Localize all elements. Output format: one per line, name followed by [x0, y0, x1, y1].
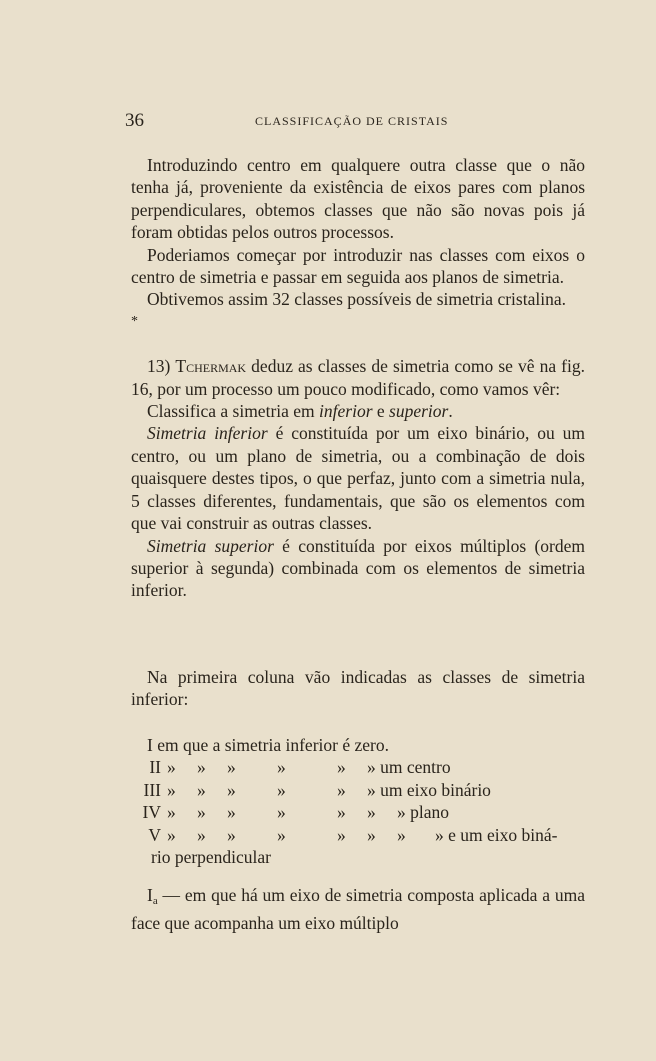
class-list-row-4: IV » » » » » » » plano [142, 802, 450, 823]
running-title: CLASSIFICAÇÃO DE CRISTAIS [255, 114, 449, 128]
paragraph-6: Simetria inferior é constituída por um eixo binário, ou um centro, ou um plano de simetria, ou a combinação de dois quaisquere destes tipos, o que perfaz, junto com a simetria nula, 5 classes diferentes, fundamentais, que são os elementos com que vai construir as outras classes. [131, 423, 585, 534]
author-name: Tchermak [175, 356, 247, 377]
class-list-row-2: II » » » » » » um centro [149, 757, 451, 778]
page-header [125, 110, 585, 134]
class-list-row-3: III » » » » » » um eixo binário [143, 779, 491, 800]
body-text [131, 154, 585, 602]
paragraph-7: Simetria superior é constituída por eixos múltiplos (ordem superior à segunda) combinada com os elementos de simetria inferior. [131, 535, 585, 601]
final-section [131, 884, 585, 935]
paragraph-3: Obtivemos assim 32 classes possíveis de simetria cristalina. [147, 289, 566, 310]
paragraph-5: Classifica a simetria em inferior e superior. [147, 401, 453, 422]
list-section [131, 666, 585, 711]
paragraph-8: Na primeira coluna vão indicadas as classes de simetria inferior: [131, 667, 585, 710]
section-separator: * [131, 313, 138, 329]
class-list-row-1: I em que a simetria inferior é zero. [147, 735, 389, 755]
class-list-row-5: V » » » » » » » » e um eixo biná- [148, 824, 558, 845]
paragraph-9: $I_a$ — em que há um eixo de simetria composta aplicada a uma face que acompanha um eixo múltiplo [131, 885, 585, 934]
class-list-continuation: rio perpendicular [151, 847, 272, 868]
paragraph-1: Introduzindo centro em qualquere outra classe que o não tenha já, proveniente da existência de eixos pares com planos perpendiculares, obtemos classes que não são novas pois já foram obtidas pelos outros processos. [131, 155, 585, 243]
paragraph-2: Poderiamos começar por introduzir nas classes com eixos o centro de simetria e passar em seguida aos planos de simetria. [131, 244, 585, 288]
class-list-table [131, 756, 585, 846]
page-number: 36 [125, 110, 144, 131]
paragraph-4: 13) Tchermak deduz as classes de simetria como se vê na fig. 16, por um processo um pouco modificado, como vamos vêr: [131, 356, 585, 399]
class-list [131, 734, 585, 868]
